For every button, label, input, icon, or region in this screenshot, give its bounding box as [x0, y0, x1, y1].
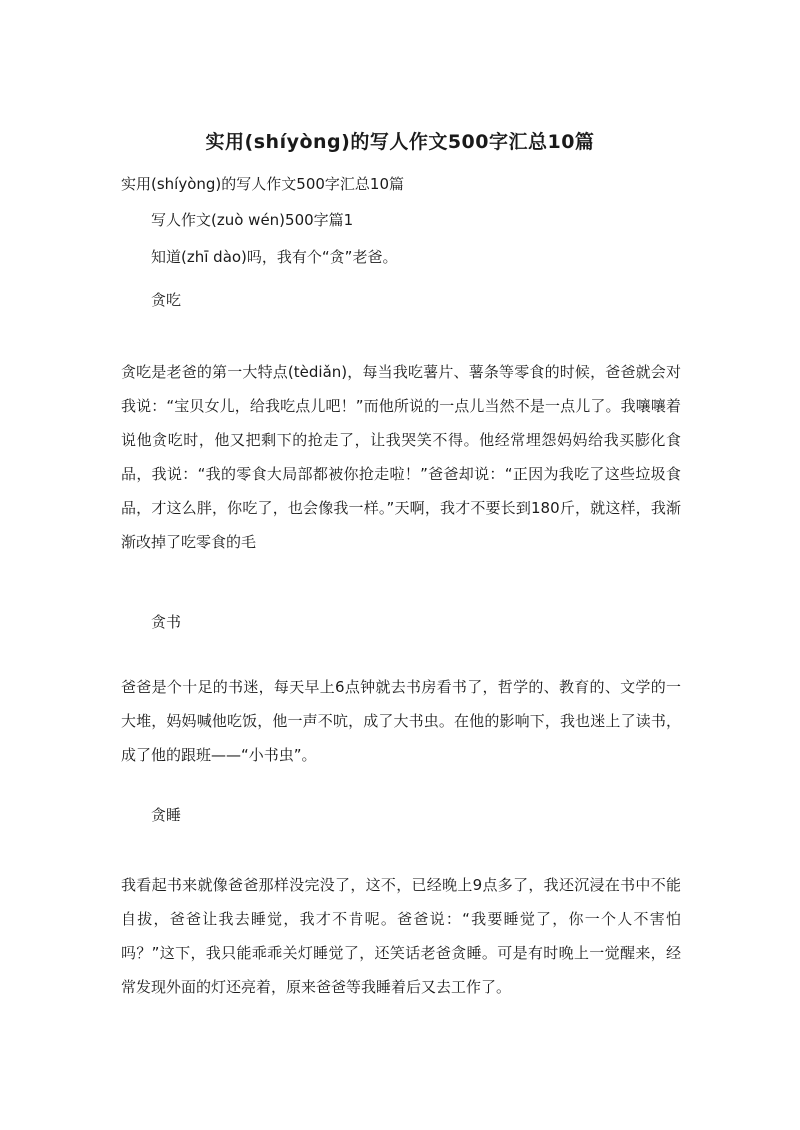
- section-heading: 写人作文(zuò wén)500字篇1: [151, 211, 354, 229]
- subheading-tanshu: 贪书: [151, 613, 182, 631]
- document-subtitle: 实用(shíyòng)的写人作文500字汇总10篇: [121, 175, 404, 193]
- paragraph-tanchi: 贪吃是老爸的第一大特点(tèdiǎn)，每当我吃薯片、薯条等零食的时候，爸爸就会对我说：“宝贝女儿，给我吃点儿吧！”而他所说的一点儿当然不是一点儿了。我嚷嚷着说他贪吃时，他又把剩下的抢走了，让我哭笑不得。他经常埋怨妈妈给我买膨化食品，我说：“我的零食大局部都被你抢走啦！”爸爸却说：“正因为我吃了这些垃圾食品，才这么胖，你吃了，也会像我一样。”天啊，我才不要长到180斤，就这样，我渐渐改掉了吃零食的毛: [121, 363, 681, 551]
- subheading-tanchi: 贪吃: [151, 291, 182, 309]
- paragraph-tanshu: 爸爸是个十足的书迷，每天早上6点钟就去书房看书了，哲学的、教育的、文学的一大堆，妈妈喊他吃饭，他一声不吭，成了大书虫。在他的影响下，我也迷上了读书，成了他的跟班——“小书虫”。: [121, 678, 681, 764]
- subheading-tanshui: 贪睡: [151, 806, 182, 824]
- intro-line: 知道(zhī dào)吗，我有个“贪”老爸。: [151, 248, 398, 266]
- document-title: 实用(shíyòng)的写人作文500字汇总10篇: [205, 131, 595, 153]
- paragraph-tanshui: 我看起书来就像爸爸那样没完没了，这不，已经晚上9点多了，我还沉浸在书中不能自拔，爸爸让我去睡觉，我才不肯呢。爸爸说：“我要睡觉了，你一个人不害怕吗？”这下，我只能乖乖关灯睡觉了，还笑话老爸贪睡。可是有时晚上一觉醒来，经常发现外面的灯还亮着，原来爸爸等我睡着后又去工作了。: [121, 876, 681, 996]
